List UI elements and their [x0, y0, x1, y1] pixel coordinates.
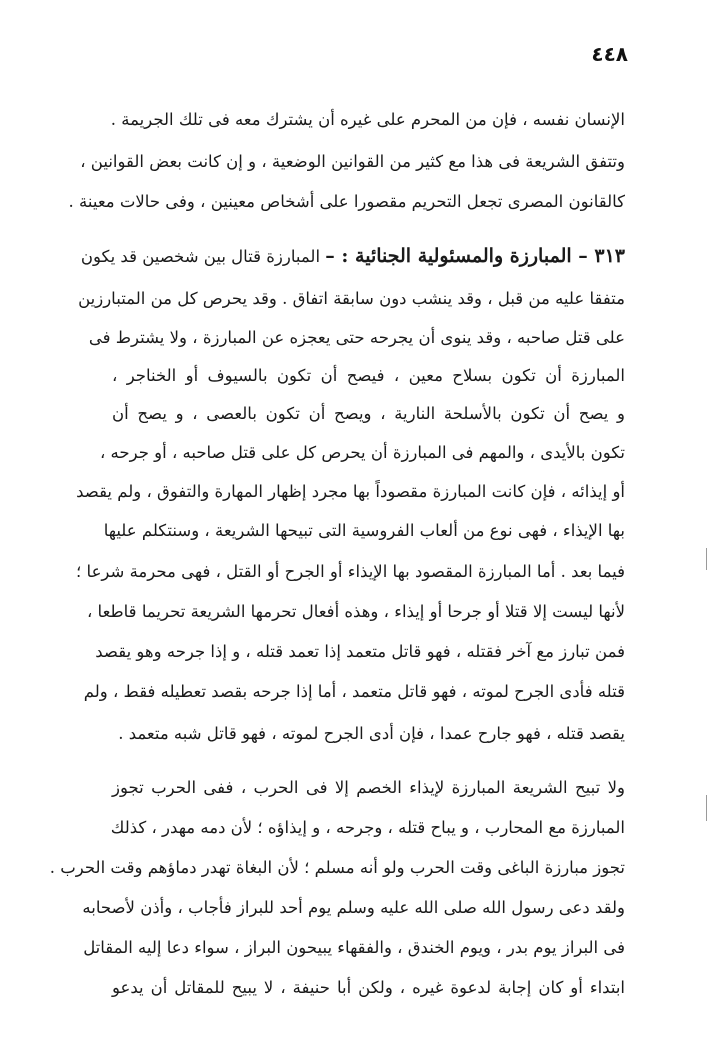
margin-scan-mark: [706, 795, 707, 821]
war-paragraph-line-6: ابتداء أو كان إجابة لدعوة غيره ، ولكن أبا حنيفة ، لا يبيح للمقاتل أن يدعو: [112, 978, 625, 997]
section-313-line-11: فمن تبارز مع آخر فقتله ، فهو قاتل متعمد إذا تعمد قتله ، و إذا جرحه وهو يقصد: [95, 642, 625, 661]
section-313-line-9: فيما بعد . أما المبارزة المقصود بها الإيذاء أو الجرح أو القتل ، فهى محرمة شرعا ؛: [76, 562, 625, 581]
war-paragraph-line-5: فى البراز يوم بدر ، ويوم الخندق ، والفقهاء يبيحون البراز ، سواء دعا إليه المقاتل: [83, 938, 625, 957]
section-313-line-6: تكون بالأيدى ، والمهم فى المبارزة أن يحرص كل على قتل صاحبه ، أو جرحه ،: [99, 443, 625, 462]
section-313-line-3: على قتل صاحبه ، وقد ينوى أن يجرحه حتى يعجزه عن المبارزة ، ولا يشترط فى: [88, 328, 625, 347]
paragraph-law-line-1: وتتفق الشريعة فى هذا مع كثير من القوانين الوضعية ، و إن كانت بعض القوانين ،: [80, 152, 625, 171]
margin-scan-mark: [706, 548, 707, 570]
war-paragraph-line-1: ولا تبيح الشريعة المبارزة لإيذاء الخصم إلا فى الحرب ، ففى الحرب تجوز: [112, 778, 625, 797]
paragraph-intro-line-1: الإنسان نفسه ، فإن من المحرم على غيره أن يشترك معه فى تلك الجريمة .: [110, 110, 625, 129]
section-313-line-12: قتله فأدى الجرح لموته ، فهو قاتل متعمد ، أما إذا جرحه بقصد تعطيله فقط ، ولم: [83, 682, 625, 701]
page-number: ٤٤٨: [591, 42, 628, 66]
section-313-line-5: و يصح أن تكون بالأسلحة النارية ، ويصح أن تكون بالعصى ، و يصح أن: [112, 404, 625, 423]
war-paragraph-line-3: تجوز مبارزة الباغى وقت الحرب ولو أنه مسلم ؛ لأن البغاة تهدر دماؤهم وقت الحرب .: [49, 858, 625, 877]
section-313-line-7: أو إيذائه ، فإن كانت المبارزة مقصوداً بها مجرد إظهار المهارة والتفوق ، ولم يقصد: [76, 482, 625, 501]
section-313-heading: ٣١٣ – المبارزة والمسئولية الجنائية : –: [325, 245, 625, 267]
section-313-line-1: المبارزة قتال بين شخصين قد يكون: [80, 247, 321, 266]
section-313-line-8: بها الإيذاء ، فهى نوع من ألعاب الفروسية التى تبيحها الشريعة ، وسنتكلم عليها: [103, 521, 625, 540]
section-313-line-4: المبارزة أن تكون بسلاح معين ، فيصح أن تكون بالسيوف أو الخناجر ،: [112, 366, 625, 385]
war-paragraph-line-2: المبارزة مع المحارب ، و يباح قتله ، وجرحه ، و إيذاؤه ؛ لأن دمه مهدر ، كذلك: [110, 818, 625, 837]
section-313-line-2: متفقا عليه من قبل ، وقد ينشب دون سابقة اتفاق . وقد يحرص كل من المتبارزين: [78, 289, 625, 308]
war-paragraph-line-4: ولقد دعى رسول الله صلى الله عليه وسلم يوم أحد للبراز فأجاب ، وأذن لأصحابه: [82, 898, 625, 917]
paragraph-law-line-2: كالقانون المصرى تجعل التحريم مقصورا على أشخاص معينين ، وفى حالات معينة .: [68, 192, 625, 211]
section-313-line-13: يقصد قتله ، فهو جارح عمدا ، فإن أدى الجرح لموته ، فهو قاتل شبه متعمد .: [118, 724, 625, 743]
section-313-first-line: [80, 240, 625, 272]
section-313-line-10: لأنها ليست إلا قتلا أو جرحا أو إيذاء ، وهذه أفعال تحرمها الشريعة تحريما قاطعا ،: [86, 602, 625, 621]
